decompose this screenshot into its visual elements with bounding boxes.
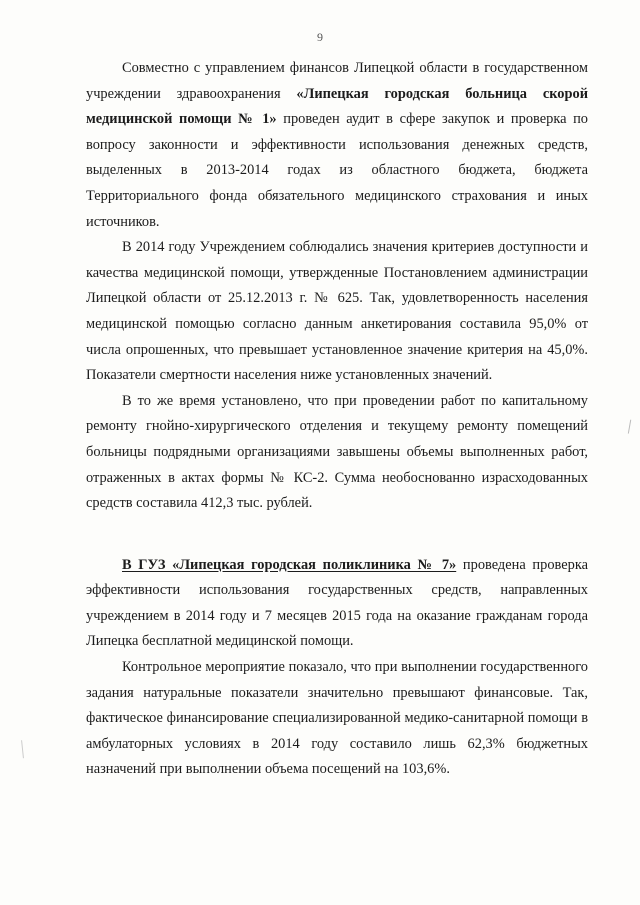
section-gap [86, 517, 588, 553]
paragraph-quality-criteria: В 2014 году Учреждением соблюдались значения критериев доступности и качества медицинской помощи, утвержденные Постановлением администрации Липецкой области от 25.12.2013 г. № 625. Так, удовлетворенность населения медицинской помощью согласно данным анкетирования составила 95,0% от числа опрошенных, что превышает установленное значение критерия на 45,0%. Показатели смертности населения ниже установленных значений. [86, 239, 588, 384]
document-body [86, 56, 588, 783]
paragraph-audit-hospital-1: Совместно с управлением финансов Липецкой области в государственном учреждении здравоохранения «Липецкая городская больница скорой медицинской помощи № 1» проведен аудит в сфере закупок и проверка по вопросу законности и эффективности использования денежных средств, выделенных в 2013-2014 годах из областного бюджета, бюджета Территориального фонда обязательного медицинского страхования и иных источников. [86, 60, 588, 230]
scan-artifact-mark [628, 420, 635, 435]
paragraph-control-results: Контрольное мероприятие показало, что при выполнении государственного задания натуральные показатели значительно превышают финансовые. Так, фактическое финансирование специализированной медико-санитарной помощи в амбулаторных условиях в 2014 году составило лишь 62,3% бюджетных назначений при выполнении объема посещений на 103,6%. [86, 659, 588, 778]
page-number: 9 [317, 30, 323, 44]
paragraph-polyclinic-7: В ГУЗ «Липецкая городская поликлиника № 7» проведена проверка эффективности использования государственных средств, направленных учреждением в 2014 году и 7 месяцев 2015 года на оказание гражданам города Липецка бесплатной медицинской помощи. [86, 556, 588, 650]
polyclinic-name: В ГУЗ «Липецкая городская поликлиника № 7» [122, 556, 457, 573]
hospital-name: «Липецкая городская больница скорой медицинской помощи № 1» [86, 85, 588, 128]
paragraph-overstated-works: В то же время установлено, что при проведении работ по капитальному ремонту гнойно-хирургического отделения и текущему ремонту помещений больницы подрядными организациями завышены объемы выполненных работ, отраженных в актах формы № КС-2. Сумма необоснованно израсходованных средств составила 412,3 тыс. рублей. [86, 392, 588, 512]
scan-artifact-mark [21, 740, 28, 758]
